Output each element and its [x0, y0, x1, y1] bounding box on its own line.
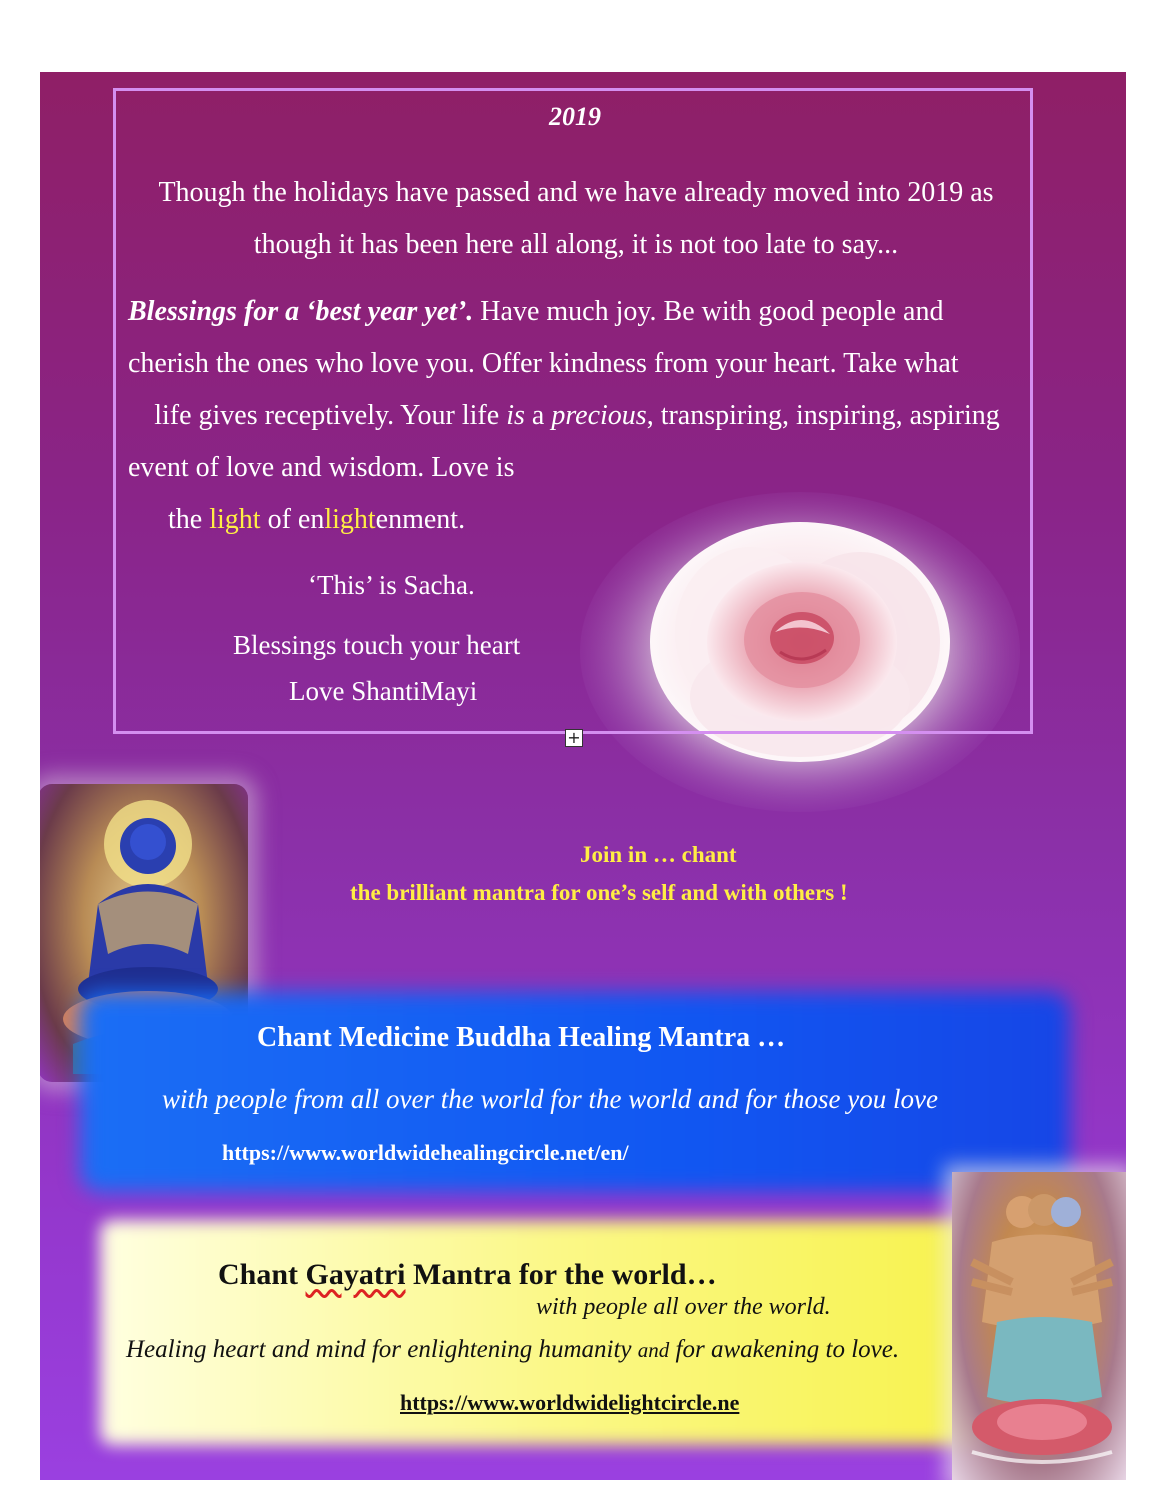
intro-paragraph [128, 167, 1024, 271]
blessing-line-3 [128, 390, 1026, 442]
highlight-light: light [209, 504, 261, 535]
blessing-bold-phrase: Blessings for a ‘best year yet’. [128, 296, 474, 327]
blessing-line-5a: the [168, 504, 210, 535]
medicine-buddha-link[interactable]: https://www.worldwidehealingcircle.net/en/ [222, 1140, 629, 1165]
blessing-line-3b: a [524, 400, 552, 431]
gayatri-title [218, 1258, 717, 1292]
move-handle-icon[interactable]: + [565, 729, 583, 747]
blessing-line-1 [128, 286, 1026, 338]
gayatri-description-b: for awakening to love. [669, 1336, 900, 1363]
gayatri-title-a: Chant [218, 1258, 306, 1291]
gayatri-goddess-image [952, 1172, 1126, 1480]
blessing-line-3c: , transpiring, inspiring, aspiring [646, 400, 1000, 431]
intro-line-2: though it has been here all along, it is not too late to say... [253, 229, 899, 260]
highlight-light-2: light [324, 504, 376, 535]
blessing-line-1-rest: Have much joy. Be with good people and [473, 296, 944, 327]
blessing-line-2: cherish the ones who love you. Offer kindness from your heart. Take what [128, 348, 959, 379]
signature-blessings: Blessings touch your heart [233, 630, 521, 660]
year-heading: 2019 [549, 102, 601, 131]
gayatri-title-b: Mantra for the world… [405, 1258, 717, 1291]
blessing-line-4: event of love and wisdom. Love is [128, 452, 515, 483]
gayatri-link[interactable]: https://www.worldwidelightcircle.ne [400, 1390, 740, 1415]
gayatri-description-and: and [637, 1338, 670, 1362]
join-line-2: the brilliant mantra for one’s self and with others ! [350, 880, 848, 905]
this-is-sacha: ‘This’ is Sacha. [308, 570, 475, 600]
gayatri-description-a: Healing heart and mind for enlightening humanity [126, 1336, 638, 1363]
medicine-buddha-title: Chant Medicine Buddha Healing Mantra … [257, 1022, 786, 1053]
join-line-1: Join in … chant [580, 842, 737, 867]
blessing-paragraph [128, 286, 1026, 546]
gayatri-subtitle: with people all over the world. [536, 1294, 831, 1320]
intro-line-1: Though the holidays have passed and we have already moved into 2019 as [158, 177, 994, 208]
blessing-line-3a: life gives receptively. Your life [154, 400, 507, 431]
blessing-line-5c: enment. [375, 504, 466, 535]
blessing-line-5 [128, 494, 1026, 546]
emphasis-precious: precious [551, 400, 647, 431]
document-page [40, 72, 1126, 1480]
emphasis-is: is [506, 400, 525, 431]
blessing-line-5b: of en [260, 504, 325, 535]
gayatri-title-word: Gayatri [305, 1258, 406, 1291]
gayatri-description [126, 1336, 899, 1364]
medicine-buddha-subtitle: with people from all over the world for the world and for those you love [162, 1084, 938, 1114]
signature-name: Love ShantiMayi [289, 676, 478, 706]
